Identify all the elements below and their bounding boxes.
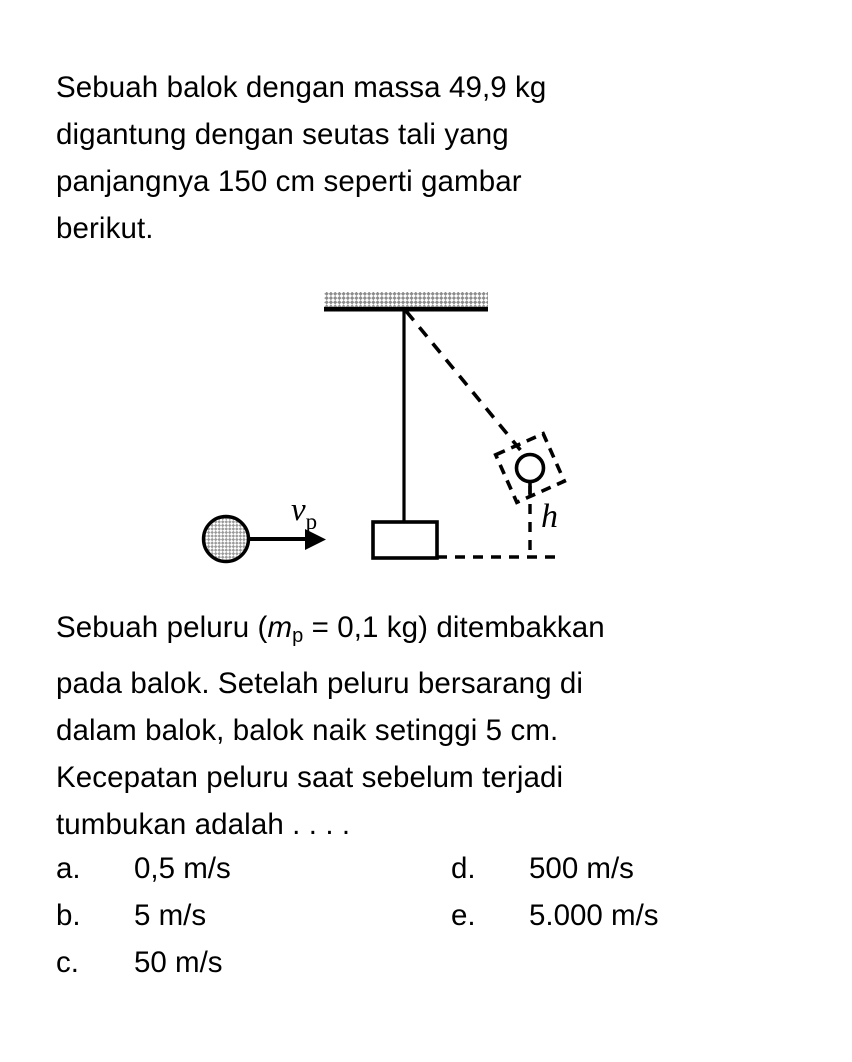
option-b-letter: b. bbox=[56, 899, 81, 932]
block bbox=[373, 522, 437, 558]
option-a-letter: a. bbox=[56, 852, 81, 885]
ceiling-support bbox=[324, 292, 488, 312]
velocity-subscript: p bbox=[305, 509, 318, 534]
intro-paragraph bbox=[56, 64, 798, 252]
problem-line-3: dalam balok, balok naik setinggi 5 cm. bbox=[56, 714, 559, 747]
swung-block-knot-icon bbox=[517, 455, 544, 482]
option-c-letter: c. bbox=[56, 946, 79, 979]
intro-line-4: berikut. bbox=[56, 212, 154, 245]
option-d-value: 500 m/s bbox=[529, 852, 634, 885]
option-d-letter: d. bbox=[451, 852, 476, 885]
height-label: h bbox=[541, 498, 558, 535]
problem-line-1-before: Sebuah peluru ( bbox=[56, 611, 268, 644]
velocity-symbol: v bbox=[291, 492, 306, 528]
problem-paragraph bbox=[56, 604, 798, 848]
option-b-value: 5 m/s bbox=[134, 899, 207, 932]
intro-line-1: Sebuah balok dengan massa 49,9 kg bbox=[56, 71, 547, 104]
option-e-letter: e. bbox=[451, 899, 476, 932]
peluru-mass-subscript: p bbox=[292, 625, 304, 647]
problem-line-5: tumbukan adalah . . . . bbox=[56, 808, 351, 841]
rope-dashed bbox=[406, 311, 527, 458]
intro-line-3: panjangnya 150 cm seperti gambar bbox=[56, 165, 522, 198]
problem-line-2: pada balok. Setelah peluru bersarang di bbox=[56, 667, 584, 700]
option-e-value: 5.000 m/s bbox=[529, 899, 659, 932]
answer-options bbox=[0, 852, 852, 1012]
intro-line-2: digantung dengan seutas tali yang bbox=[56, 118, 509, 151]
problem-line-1 bbox=[56, 604, 798, 660]
bullet bbox=[204, 517, 249, 562]
velocity-label bbox=[291, 492, 317, 534]
option-c-value: 50 m/s bbox=[134, 946, 223, 979]
problem-line-4: Kecepatan peluru saat sebelum terjadi bbox=[56, 761, 564, 794]
physics-diagram bbox=[0, 262, 852, 592]
option-a-value: 0,5 m/s bbox=[134, 852, 231, 885]
problem-line-1-after: = 0,1 kg) ditembakkan bbox=[303, 611, 605, 644]
peluru-mass-symbol: m bbox=[267, 611, 293, 644]
